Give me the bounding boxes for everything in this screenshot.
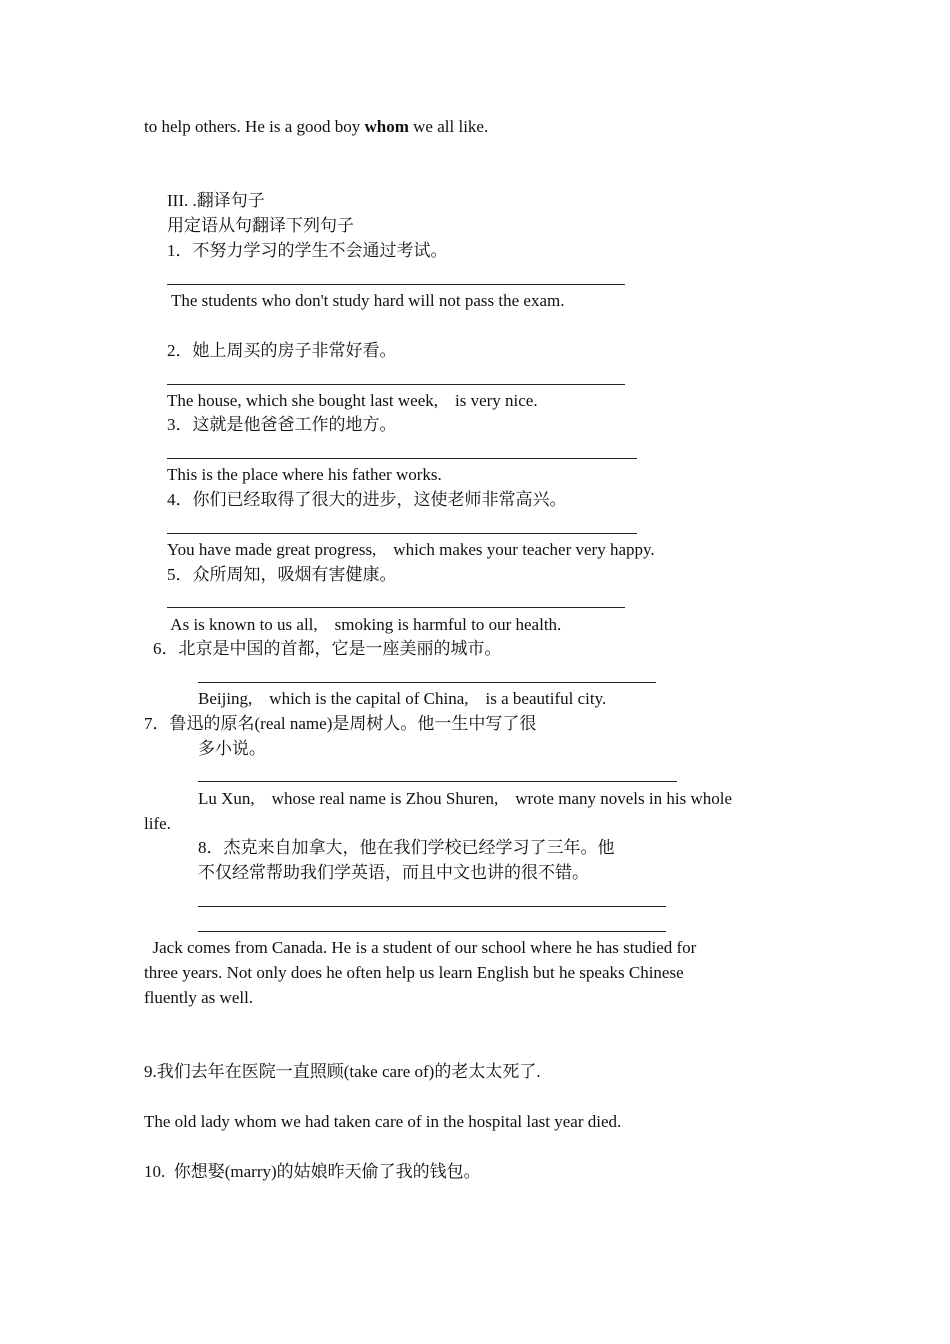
answer-8-line-3: fluently as well. xyxy=(144,988,254,1007)
question-7-line-1: 7．鲁迅的原名(real name)是周树人。他一生中写了很 xyxy=(144,714,537,733)
question-10: 10. 你想娶(marry)的姑娘昨天偷了我的钱包。 xyxy=(144,1162,481,1181)
answer-5: As is known to us all, smoking is harmful to our health. xyxy=(167,615,562,634)
question-7-line-2: 多小说。 xyxy=(198,739,266,758)
question-3: 3．这就是他爸爸工作的地方。 xyxy=(167,415,397,434)
answer-line-1 xyxy=(167,284,625,285)
section-heading: III. .翻译句子 xyxy=(167,191,265,210)
answer-1: The students who don't study hard will not pass the exam. xyxy=(167,291,565,310)
intro-bold-word: whom xyxy=(364,117,409,136)
answer-6: Beijing, which is the capital of China, is a beautiful city. xyxy=(198,689,607,708)
question-5: 5．众所周知，吸烟有害健康。 xyxy=(167,565,397,584)
question-1: 1．不努力学习的学生不会通过考试。 xyxy=(167,241,448,260)
answer-line-5 xyxy=(167,607,625,608)
question-6: 6．北京是中国的首都，它是一座美丽的城市。 xyxy=(153,639,502,658)
answer-line-8b xyxy=(198,931,666,932)
answer-line-6 xyxy=(198,682,656,683)
answer-line-2 xyxy=(167,384,625,385)
answer-line-7 xyxy=(198,781,677,782)
question-9: 9.我们去年在医院一直照顾(take care of)的老太太死了. xyxy=(144,1062,541,1081)
question-2: 2．她上周买的房子非常好看。 xyxy=(167,341,397,360)
answer-line-8a xyxy=(198,906,666,907)
question-8-line-2: 不仅经常帮助我们学英语，而且中文也讲的很不错。 xyxy=(198,863,589,882)
intro-text-after: we all like. xyxy=(408,117,489,136)
question-4: 4．你们已经取得了很大的进步，这使老师非常高兴。 xyxy=(167,490,567,509)
answer-4: You have made great progress, which makes your teacher very happy. xyxy=(167,540,655,559)
answer-line-3 xyxy=(167,458,637,459)
answer-2: The house, which she bought last week, is very nice. xyxy=(167,391,538,410)
question-8-line-1: 8．杰克来自加拿大，他在我们学校已经学习了三年。他 xyxy=(198,838,615,857)
intro-text-before: to help others. He is a good boy xyxy=(144,117,365,136)
answer-line-4 xyxy=(167,533,637,534)
section-instruction: 用定语从句翻译下列句子 xyxy=(167,216,354,235)
answer-8-line-1: Jack comes from Canada. He is a student of our school where he has studied for xyxy=(144,938,697,957)
answer-8-line-2: three years. Not only does he often help us learn English but he speaks Chinese xyxy=(144,963,684,982)
answer-7-line-2: life. xyxy=(144,814,171,833)
intro-line xyxy=(144,114,488,139)
answer-7-line-1: Lu Xun, whose real name is Zhou Shuren, wrote many novels in his whole xyxy=(198,789,732,808)
answer-3: This is the place where his father works. xyxy=(167,465,442,484)
answer-9: The old lady whom we had taken care of in the hospital last year died. xyxy=(144,1112,622,1131)
